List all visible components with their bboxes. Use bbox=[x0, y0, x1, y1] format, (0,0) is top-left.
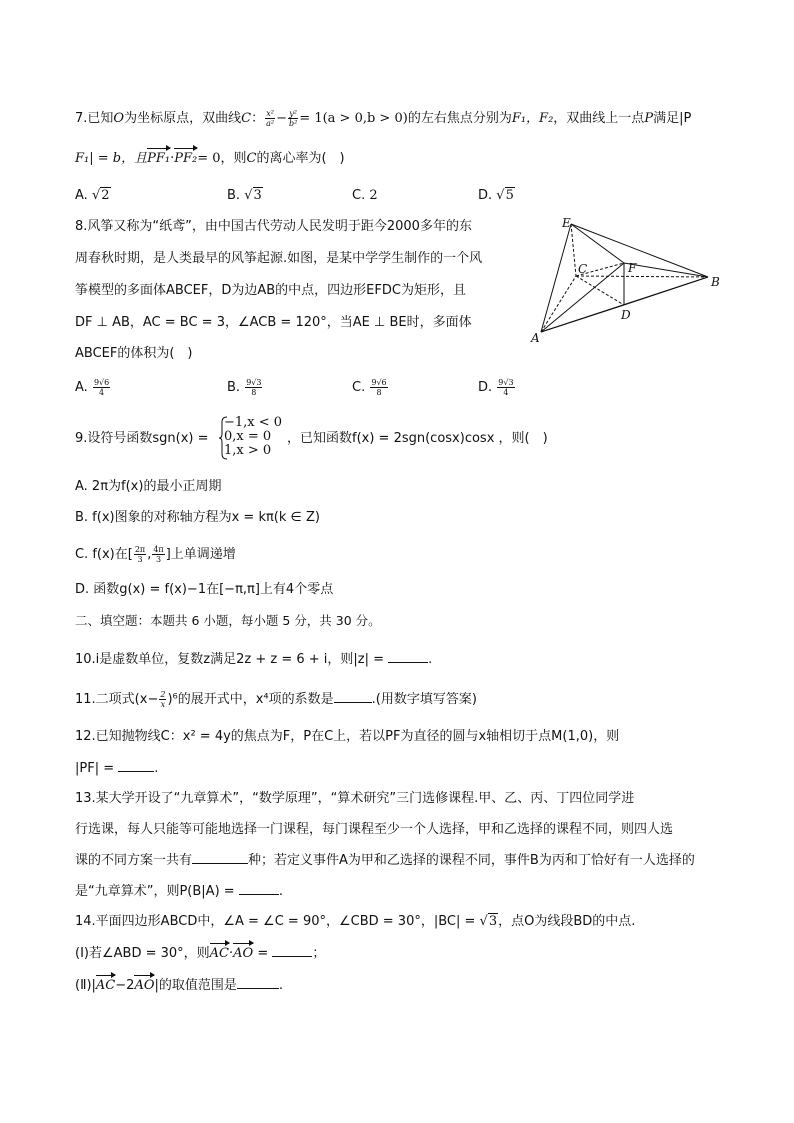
q12-line1: 12.已知抛物线C：x² = 4y的焦点为F，P在C上，若以PF为直径的圆与x轴相切于点M(1,0)，则 bbox=[75, 729, 620, 744]
q9-option-a: A. 2π为f(x)的最小正周期 bbox=[75, 479, 222, 494]
q7-option-d: D. √5 bbox=[478, 188, 514, 203]
figure-label: A bbox=[531, 331, 540, 345]
q9-case: 0,x = 0 bbox=[224, 429, 272, 444]
section-header: 二、填空题：本题共 6 小题，每小题 5 分，共 30 分。 bbox=[75, 613, 381, 628]
q7-var: C bbox=[246, 151, 257, 166]
q7-foci: F₁，F₂ bbox=[511, 111, 554, 126]
q7-text: 已知 bbox=[87, 111, 114, 126]
q7-number: 7. bbox=[75, 111, 88, 126]
q8-option-c: C. $\frac{9√6}{8}$ bbox=[352, 378, 387, 397]
figure-label: D bbox=[621, 308, 631, 322]
q8-option-a: A. $\frac{9√6}{4}$ bbox=[75, 378, 110, 397]
q13-line4: 是“九章算术”，则P(B|A) = . bbox=[75, 884, 283, 899]
q7-equation: = 1(a > 0,b > 0) bbox=[299, 111, 408, 126]
q7-option-a: A. √2 bbox=[75, 188, 110, 203]
q14-line3: (Ⅱ)|AC−2AO|的取值范围是 . bbox=[75, 978, 284, 993]
q12-answer-blank[interactable] bbox=[118, 771, 154, 772]
q13-line1: 13.某大学开设了“九章算术”，“数学原理”，“算术研究”三门选修课程.甲、乙、丙、丁四位同学进 bbox=[75, 791, 635, 806]
q7-option-c: C. 2 bbox=[352, 188, 378, 203]
q7-dot: · bbox=[170, 151, 175, 166]
q8-line: 筝模型的多面体ABCEF，D为边AB的中点，四边形EFDC为矩形，且 bbox=[75, 283, 466, 298]
q7-line2 bbox=[75, 150, 345, 168]
q14-answer-blank-2[interactable] bbox=[237, 988, 279, 989]
q7-frac-x: $\frac{\text{x²}}{\text{a²}}$ bbox=[266, 109, 275, 128]
q8-line: ABCEF的体积为( ) bbox=[75, 346, 193, 361]
q7-text: 满足|P bbox=[653, 111, 692, 126]
q7-text: = 0，则 bbox=[197, 151, 247, 166]
kite-polyhedron-figure bbox=[528, 215, 728, 345]
q7-text: ，双曲线上一点 bbox=[553, 111, 645, 126]
q8-line: 8.风筝又称为“纸鸢”，由中国古代劳动人民发明于距今2000多年的东 bbox=[75, 219, 472, 234]
q7-frac-y: $\frac{\text{y²}}{\text{b²}}$ bbox=[288, 109, 298, 128]
q13-answer-blank-1[interactable] bbox=[192, 863, 248, 864]
q14-answer-blank-1[interactable] bbox=[272, 956, 312, 957]
q13-line2: 行选课，每人只能等可能地选择一门课程，每门课程至少一个人选择，甲和乙选择的课程不同，则四人选 bbox=[75, 822, 674, 837]
q7-text: 的左右焦点分别为 bbox=[407, 111, 512, 126]
q11-answer-blank[interactable] bbox=[334, 702, 372, 703]
q9-case: −1,x < 0 bbox=[224, 415, 283, 430]
q14-line2: (Ⅰ)若∠ABD = 30°，则AC·AO = ； bbox=[75, 946, 326, 961]
q7-option-b: B. √3 bbox=[227, 188, 262, 203]
q7-var: O bbox=[113, 111, 125, 126]
q10-line: 10.i是虚数单位，复数z满足2z + z = 6 + i，则|z| = . bbox=[75, 652, 433, 667]
q13-answer-blank-2[interactable] bbox=[239, 894, 279, 895]
figure-label: F bbox=[628, 261, 637, 275]
figure-label: C bbox=[578, 262, 588, 276]
figure-label: B bbox=[711, 275, 720, 289]
q9-option-c: C. f(x)在[ $\frac{2\pi}{3}$ , $\frac{4\pi}{3}$ ]上单调递增 bbox=[75, 545, 236, 564]
q7-line1: 7.已知O为坐标原点，双曲线C： $\frac{\text{x²}}{\text{a²}}$ − $\frac{\text{y²}}{\text{b²}}$ = 1(a > 0,b > 0)的左右焦点分别为F₁，F₂，双曲线上一点P满足|P bbox=[75, 109, 692, 128]
q10-answer-blank[interactable] bbox=[388, 662, 428, 663]
q8-line: DF ⊥ AB，AC = BC = 3，∠ACB = 120°，当AE ⊥ BE时，多面体 bbox=[75, 315, 472, 330]
q8-line: 周春秋时期，是人类最早的风筝起源.如图，是某中学学生制作的一个风 bbox=[75, 251, 483, 266]
q7-text: ： bbox=[251, 111, 265, 126]
q9-tail: ，已知函数f(x) = 2sgn(cosx)cosx ，则( ) bbox=[287, 431, 548, 446]
figure-label: E bbox=[562, 216, 571, 230]
q8-option-d: D. $\frac{9√3}{4}$ bbox=[478, 378, 514, 397]
q14-line1: 14.平面四边形ABCD中，∠A = ∠C = 90°，∠CBD = 30°，|BC| = √3，点O为线段BD的中点. bbox=[75, 914, 636, 929]
q9-lead: 9.设符号函数sgn(x) = bbox=[75, 431, 209, 446]
q13-line3: 课的不同方案一共有 种；若定义事件A为甲和乙选择的课程不同，事件B为丙和丁恰好有一人选择的 bbox=[75, 853, 695, 868]
q12-line2: |PF| = . bbox=[75, 761, 159, 776]
q7-vector: PF₁ bbox=[147, 151, 171, 166]
q7-vector: PF₂ bbox=[174, 151, 198, 166]
q9-option-d: D. 函数g(x) = f(x)−1在[−π,π]上有4个零点 bbox=[75, 582, 334, 597]
q9-case: 1,x > 0 bbox=[224, 443, 272, 458]
q8-option-b: B. $\frac{9√3}{8}$ bbox=[227, 378, 262, 397]
q7-text: 为坐标原点，双曲线 bbox=[124, 111, 242, 126]
q7-var: C bbox=[241, 111, 252, 126]
q7-text: F₁| = b，且 bbox=[75, 151, 148, 166]
q7-text: 的离心率为( ) bbox=[256, 151, 345, 166]
q9-option-b: B. f(x)图象的对称轴方程为x = kπ(k ∈ Z) bbox=[75, 510, 320, 525]
q7-var: P bbox=[644, 111, 654, 126]
q11-line: 11.二项式(x− $\frac{2}{x}$ )⁶的展开式中，x⁴项的系数是 .(用数字填写答案) bbox=[75, 690, 477, 709]
